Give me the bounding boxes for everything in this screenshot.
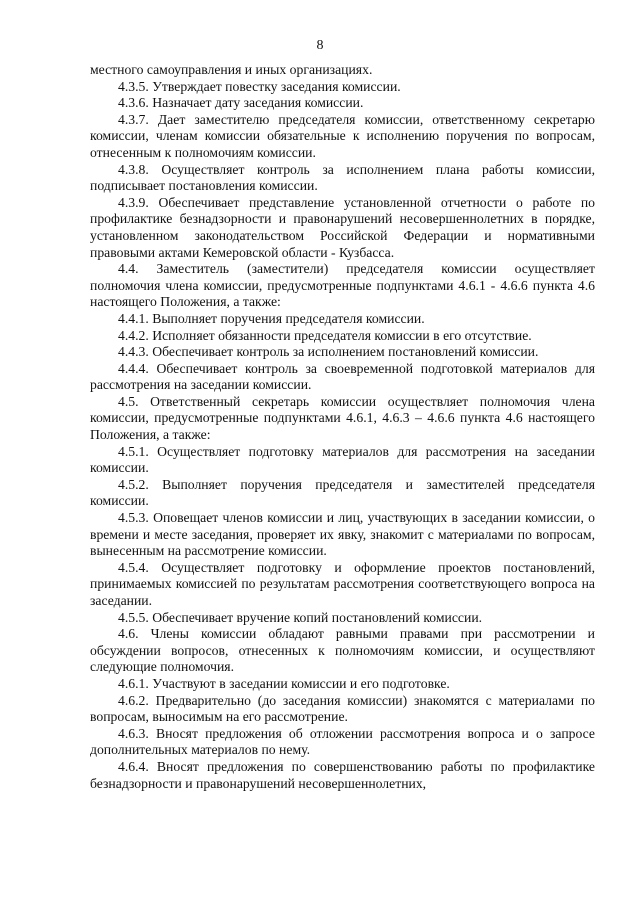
- page-number: 8: [316, 38, 324, 53]
- paragraph: 4.5.1. Осуществляет подготовку материалов для рассмотрения на заседании комиссии.: [90, 443, 595, 476]
- paragraph: 4.3.6. Назначает дату заседания комиссии.: [118, 95, 364, 111]
- paragraph: 4.5.2. Выполняет поручения председателя и заместителей председателя комиссии.: [90, 476, 595, 509]
- paragraph: 4.5. Ответственный секретарь комиссии осуществляет полномочия члена комиссии, предусмотренные подпунктами 4.6.1, 4.6.3 – 4.6.6 пункта 4.6 настоящего Положения, а также:: [90, 393, 595, 443]
- paragraph: 4.3.9. Обеспечивает представление установленной отчетности о работе по профилактике безнадзорности и правонарушений несовершеннолетних в порядке, установленном законодательством Российской Федерации и нормативными правовыми актами Кемеровской области - Кузбасса.: [90, 194, 595, 260]
- paragraph: 4.3.5. Утверждает повестку заседания комиссии.: [118, 78, 401, 94]
- paragraph: 4.6. Члены комиссии обладают равными правами при рассмотрении и обсуждении вопросов, отнесенных к полномочиям комиссии, и осуществляют следующие полномочия.: [90, 626, 595, 675]
- paragraph: 4.4.3. Обеспечивает контроль за исполнением постановлений комиссии.: [118, 344, 539, 360]
- paragraph: 4.6.1. Участвуют в заседании комиссии и его подготовке.: [118, 675, 450, 691]
- paragraph: 4.3.7. Дает заместителю председателя комиссии, ответственному секретарю комиссии, членам комиссии обязательные к исполнению поручения по вопросам, отнесенным к полномочиям комиссии.: [90, 111, 595, 160]
- paragraph: 4.4.4. Обеспечивает контроль за своевременной подготовкой материалов для рассмотрения на заседании комиссии.: [90, 360, 595, 393]
- document-body: [90, 62, 595, 792]
- paragraph: 4.5.4. Осуществляет подготовку и оформление проектов постановлений, принимаемых комиссией по результатам рассмотрения соответствующего вопроса на заседании.: [90, 559, 595, 608]
- paragraph: 4.4. Заместитель (заместители) председателя комиссии осуществляет полномочия члена комиссии, предусмотренные подпунктами 4.6.1 - 4.6.6 пункта 4.6 настоящего Положения, а также:: [90, 261, 595, 310]
- paragraph: 4.4.2. Исполняет обязанности председателя комиссии в его отсутствие.: [118, 327, 532, 343]
- paragraph: 4.5.5. Обеспечивает вручение копий постановлений комиссии.: [118, 609, 483, 625]
- paragraph: 4.6.4. Вносят предложения по совершенствованию работы по профилактике безнадзорности и правонарушений несовершеннолетних,: [90, 758, 595, 791]
- paragraph: местного самоуправления и иных организациях.: [90, 62, 373, 77]
- paragraph: 4.3.8. Осуществляет контроль за исполнением плана работы комиссии, подписывает постановления комиссии.: [90, 161, 595, 194]
- paragraph: 4.6.3. Вносят предложения об отложении рассмотрения вопроса и о запросе дополнительных материалов по нему.: [90, 725, 595, 758]
- paragraph: 4.4.1. Выполняет поручения председателя комиссии.: [118, 310, 425, 326]
- paragraph: 4.5.3. Оповещает членов комиссии и лиц, участвующих в заседании комиссии, о времени и месте заседания, проверяет их явку, знакомит с материалами по вопросам, вынесенным на рассмотрение комиссии.: [90, 510, 595, 559]
- paragraph: 4.6.2. Предварительно (до заседания комиссии) знакомятся с материалами по вопросам, выносимым на его рассмотрение.: [90, 692, 595, 725]
